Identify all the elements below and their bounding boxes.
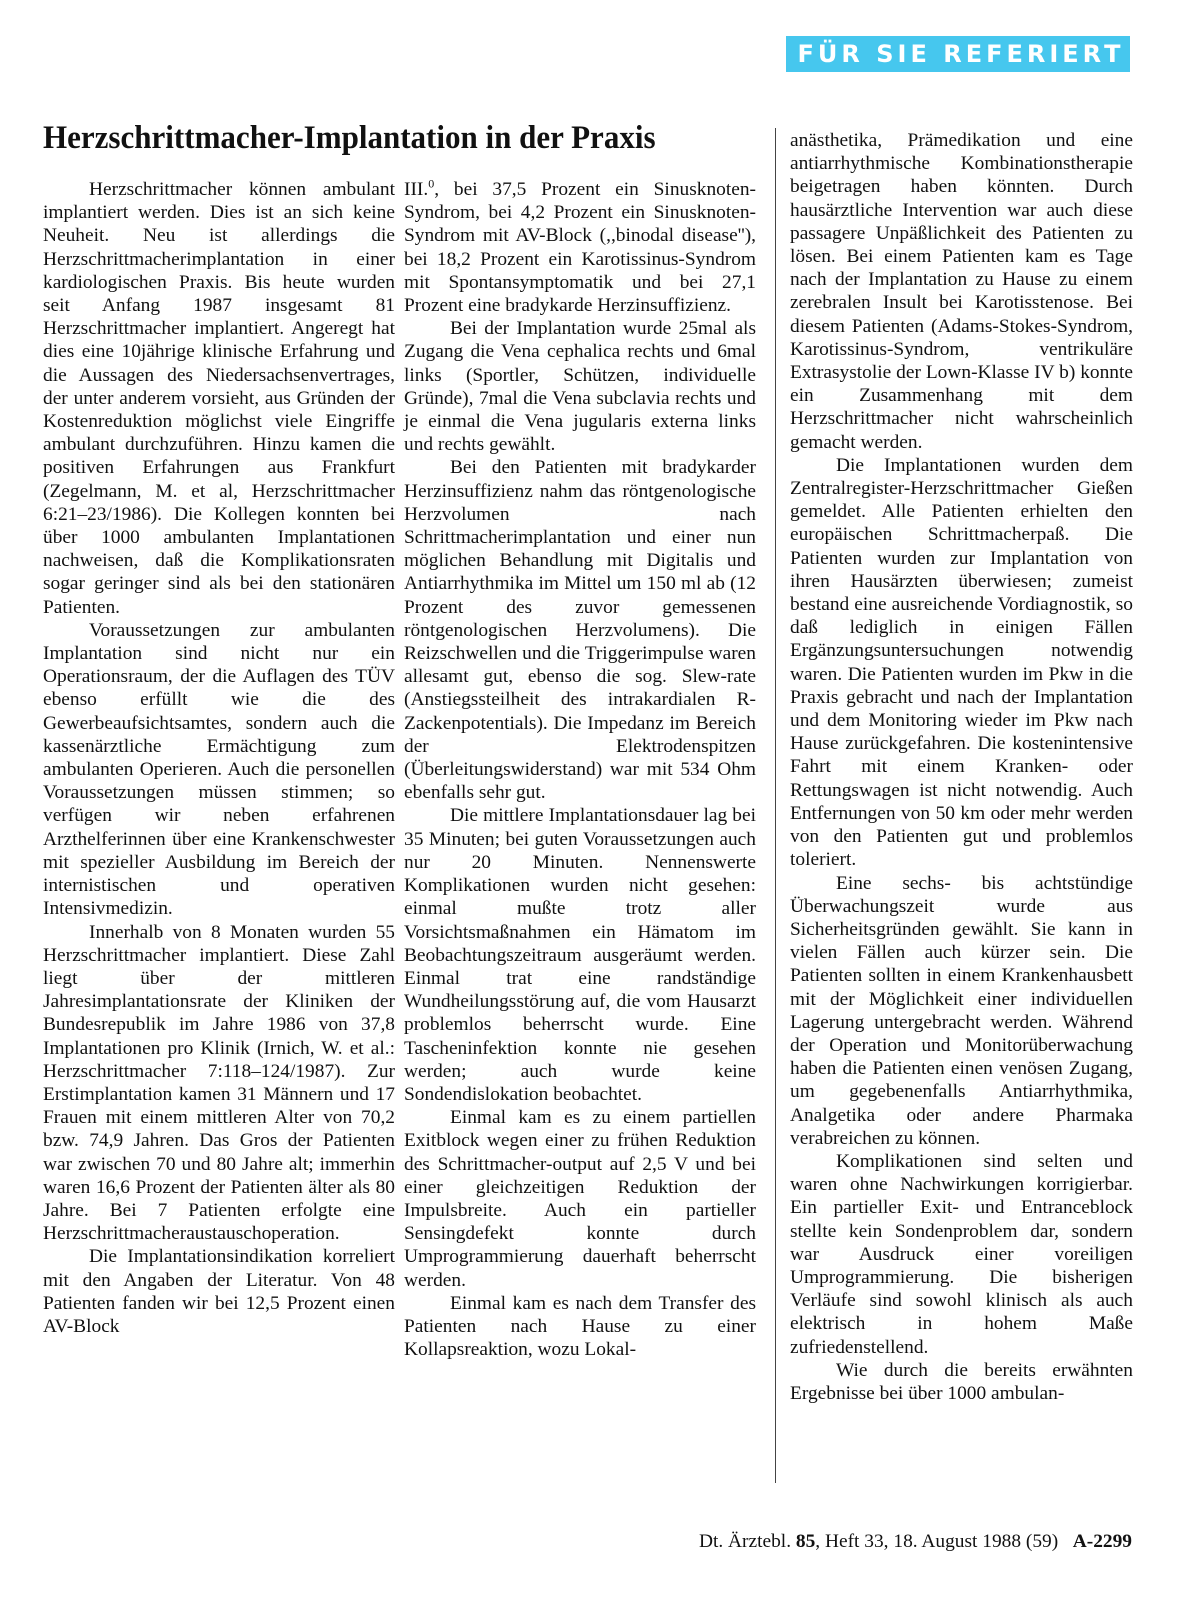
issue-date: , Heft 33, 18. August 1988 (59) (815, 1531, 1059, 1552)
paragraph: Bei den Patienten mit bradykarder Herzinsuffizienz nahm das röntgenologische Herzvolumen nach Schrittmacherimplantation und einer nun möglichen Behandlung mit Digitalis und Antiarrhythmika im Mittel um 150 ml ab (12 Prozent des zuvor gemessenen röntgenologischen Herzvolumens). Die Reizschwellen und die Triggerimpulse waren allesamt gut, ebenso die sog. Slew-rate (Anstiegssteilheit des intrakardialen R-Zackenpotentials). Die Impedanz im Bereich der Elektrodenspitzen (Überleitungswiderstand) war mit 534 Ohm ebenfalls sehr gut. (404, 457, 756, 804)
paragraph: Wie durch die bereits erwähnten Ergebnisse bei über 1000 ambulan- (790, 1359, 1133, 1404)
paragraph: Voraussetzungen zur ambulanten Implantation sind nicht nur ein Operationsraum, der die Auflagen des TÜV ebenso erfüllt wie die des Gewerbeaufsichtsamtes, sondern auch die kassenärztliche Ermächtigung zum ambulanten Operieren. Auch die personellen Voraussetzungen müssen stimmen; so verfügen wir neben erfahrenen Arzthelferinnen über eine Krankenschwester mit spezieller Ausbildung im Bereich der internistischen und operativen Intensivmedizin. (43, 619, 395, 920)
paragraph: Bei der Implantation wurde 25mal als Zugang die Vena cephalica rechts und 6mal links (Sportler, Schützen, individuelle Gründe), 7mal die Vena subclavia rechts und je einmal die Vena jugularis externa links und rechts gewählt. (404, 318, 756, 456)
article-column-2 (404, 178, 756, 1361)
paragraph: Eine sechs- bis achtstündige Überwachungszeit wurde aus Sicherheitsgründen gewählt. Sie kann in vielen Fällen auch kürzer sein. Die Patienten sollten in einem Krankenhausbett mit der Möglichkeit einer individuellen Lagerung untergebracht werden. Während der Operation und Monitorüberwachung haben die Patienten einen venösen Zugang, um gegebenenfalls Antiarrhythmika, Analgetika oder andere Pharmaka verabreichen zu können. (790, 872, 1133, 1149)
paragraph: Die mittlere Implantationsdauer lag bei 35 Minuten; bei guten Voraussetzungen auch nur 20 Minuten. Nennenswerte Komplikationen wurden nicht gesehen: einmal mußte trotz aller Vorsichtsmaßnahmen ein Hämatom im Beobachtungszeitraum ausgeräumt werden. Einmal trat eine randständige Wundheilungsstörung auf, die vom Hausarzt problemlos beherrscht wurde. Eine Tascheninfektion konnte nie gesehen werden; auch wurde keine Sondendislokation beobachtet. (404, 805, 756, 1105)
paragraph (404, 178, 756, 317)
paragraph: Einmal kam es nach dem Transfer des Patienten nach Hause zu einer Kollapsreaktion, wozu Lokal- (404, 1292, 756, 1361)
journal-name: Dt. Ärztebl. (698, 1531, 792, 1552)
article-title: Herzschrittmacher-Implantation in der Praxis (43, 120, 656, 156)
paragraph: Herzschrittmacher können ambulant implantiert werden. Dies ist an sich keine Neuheit. Neu ist allerdings die Herzschrittmacherimplantation in einer kardiologischen Praxis. Bis heute wurden seit Anfang 1987 insgesamt 81 Herzschrittmacher implantiert. Angeregt hat dies eine 10jährige klinische Erfahrung und die Aussagen des Niedersachsenvertrages, der unter anderem vorsieht, aus Gründen der Kostenreduktion möglichst viele Eingriffe ambulant durchzuführen. Hinzu kamen die positiven Erfahrungen aus Frankfurt (Zegelmann, M. et al, Herzschrittmacher 6:21–23/1986). Die Kollegen konnten bei über 1000 ambulanten Implantationen nachweisen, daß die Komplikationsraten sogar geringer sind als bei den stationären Patienten. (43, 179, 395, 618)
article-column-1 (43, 178, 395, 1338)
superscript: 0 (428, 176, 435, 191)
paragraph: Komplikationen sind selten und waren ohne Nachwirkungen korrigierbar. Ein partieller Exit- und Entranceblock stellte kein Sondenproblem dar, sondern war Ausdruck einer voreiligen Umprogrammierung. Die bisherigen Verläufe sind sowohl klinisch als auch elektrisch in hohem Maße zufriedenstellend. (790, 1150, 1133, 1358)
paragraph: Einmal kam es zu einem partiellen Exitblock wegen einer zu frühen Reduktion des Schrittmacher-output auf 2,5 V und bei einer gleichzeitigen Reduktion der Impulsbreite. Auch ein partieller Sensingdefekt konnte durch Umprogrammierung dauerhaft beherrscht werden. (404, 1107, 756, 1291)
column-divider (775, 128, 776, 1483)
text-run: , bei 37,5 Prozent ein Sinusknoten-Syndrom, bei 4,2 Prozent ein Sinusknoten-Syndrom mit AV-Block (,,binodal disease''), bei 18,2 Prozent ein Karotissinus-Syndrom mit Spontansymptomatik und bei 27,1 Prozent eine bradykarde Herzinsuffizienz. (404, 179, 756, 317)
page-number: A-2299 (1072, 1531, 1132, 1552)
section-tag: FÜR SIE REFERIERT (786, 36, 1130, 72)
volume-number: 85 (795, 1531, 816, 1552)
paragraph: anästhetika, Prämedikation und eine antiarrhythmische Kombinationstherapie beigetragen haben könnten. Durch hausärztliche Intervention war auch diese passagere Unpäßlichkeit des Patienten zu lösen. Bei einem Patienten kam es Tage nach der Implantation zu Hause zu einem zerebralen Insult bei Karotisstenose. Bei diesem Patienten (Adams-Stokes-Syndrom, Karotissinus-Syndrom, ventrikuläre Extrasystolie der Lown-Klasse IV b) konnte ein Zusammenhang mit dem Herzschrittmacher nicht wahrscheinlich gemacht werden. (790, 130, 1133, 453)
page-footer (699, 1531, 1132, 1553)
article-column-3 (790, 129, 1133, 1405)
paragraph: Die Implantationen wurden dem Zentralregister-Herzschrittmacher Gießen gemeldet. Alle Patienten erhielten den europäischen Schrittmacherpaß. Die Patienten wurden zur Implantation von ihren Hausärzten überwiesen; zumeist bestand eine ausreichende Vordiagnostik, so daß lediglich in einigen Fällen Ergänzungsuntersuchungen notwendig waren. Die Patienten wurden im Pkw in die Praxis gebracht und nach der Implantation und dem Monitoring wieder im Pkw nach Hause zurückgefahren. Die kostenintensive Fahrt mit einem Kranken- oder Rettungswagen ist nicht notwendig. Auch Entfernungen von 50 km oder mehr werden von den Patienten gut und problemlos toleriert. (790, 454, 1133, 871)
paragraph: Innerhalb von 8 Monaten wurden 55 Herzschrittmacher implantiert. Diese Zahl liegt über der mittleren Jahresimplantationsrate der Kliniken der Bundesrepublik im Jahre 1986 von 37,8 Implantationen pro Klinik (Irnich, W. et al.: Herzschrittmacher 7:118–124/1987). Zur Erstimplantation kamen 31 Männern und 17 Frauen mit einem mittleren Alter von 70,2 bzw. 74,9 Jahren. Das Gros der Patienten war zwischen 70 und 80 Jahre alt; immerhin waren 16,6 Prozent der Patienten älter als 80 Jahre. Bei 7 Patienten erfolgte eine Herzschrittmacheraustauschoperation. (43, 921, 395, 1245)
paragraph: Die Implantationsindikation korreliert mit den Angaben der Literatur. Von 48 Patienten fanden wir bei 12,5 Prozent einen AV-Block (43, 1246, 395, 1337)
text-run: III. (404, 179, 429, 200)
